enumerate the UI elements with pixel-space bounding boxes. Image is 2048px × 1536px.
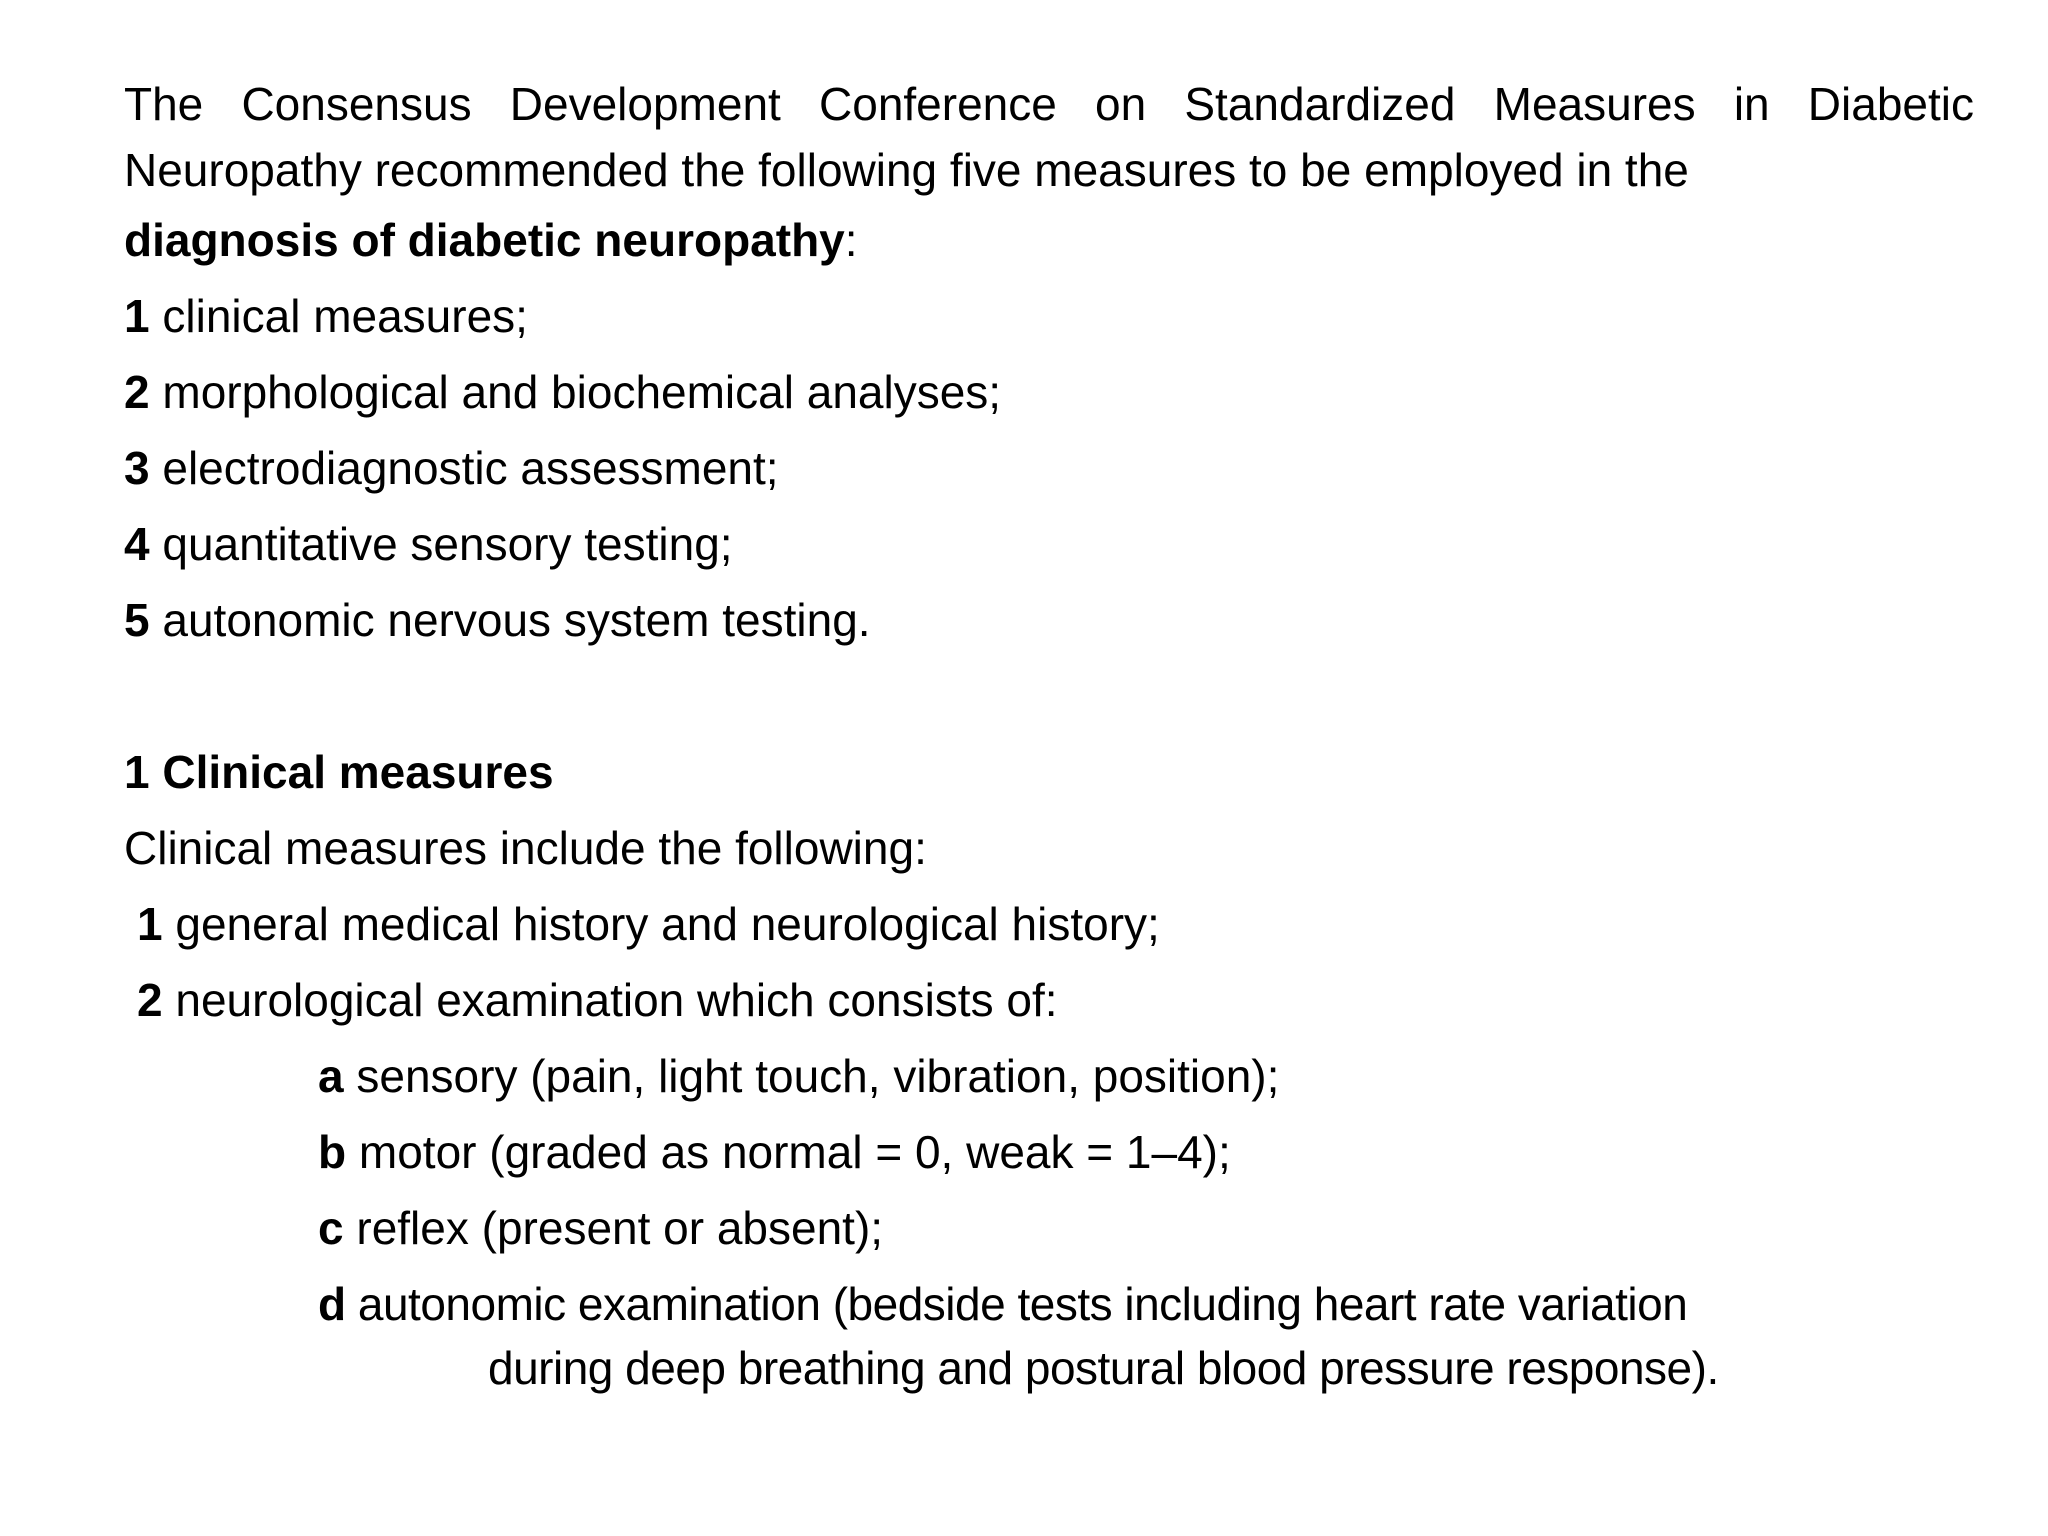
measure-text: quantitative sensory testing; <box>149 518 733 570</box>
clinical-item <box>137 896 1160 952</box>
diagnosis-heading-bold: diagnosis of diabetic neuropathy <box>124 214 845 266</box>
measure-text: clinical measures; <box>149 290 528 342</box>
exam-subitem-text: motor (graded as normal = 0, weak = 1–4); <box>346 1126 1231 1178</box>
clinical-item-text: neurological examination which consists of: <box>162 974 1058 1026</box>
section-title <box>124 744 554 800</box>
exam-subitem-letter: d <box>318 1278 346 1330</box>
intro-line-2: Neuropathy recommended the following five measures to be employed in the <box>124 144 1689 196</box>
clinical-item-number: 1 <box>137 898 163 950</box>
exam-subitem-letter: b <box>318 1126 347 1178</box>
exam-subitem-text: sensory (pain, light touch, vibration, position); <box>343 1050 1280 1102</box>
exam-subitem <box>318 1276 1687 1332</box>
section-intro: Clinical measures include the following: <box>124 822 927 874</box>
measure-item <box>124 440 779 496</box>
clinical-item <box>137 972 1058 1028</box>
exam-subitem <box>318 1048 1279 1104</box>
intro-paragraph <box>124 71 1974 203</box>
section-title-text: 1 Clinical measures <box>124 746 554 798</box>
measure-number: 2 <box>124 366 150 418</box>
clinical-item-text: general medical history and neurological history; <box>162 898 1160 950</box>
measure-text: electrodiagnostic assessment; <box>149 442 779 494</box>
diagnosis-heading-colon: : <box>844 214 858 266</box>
measure-item <box>124 516 733 572</box>
measure-item <box>124 592 871 648</box>
measure-item <box>124 288 528 344</box>
exam-subitem <box>318 1200 883 1256</box>
exam-subitem-letter: c <box>318 1202 344 1254</box>
measure-item <box>124 364 1001 420</box>
exam-subitem-text: autonomic examination (bedside tests including heart rate variation <box>345 1278 1688 1330</box>
measure-text: autonomic nervous system testing. <box>149 594 871 646</box>
measure-text: morphological and biochemical analyses; <box>149 366 1002 418</box>
diagnosis-heading <box>124 212 858 268</box>
intro-line-1: The Consensus Development Conference on Standardized Measures in Diabetic <box>124 78 1974 130</box>
measure-number: 4 <box>124 518 150 570</box>
measure-number: 3 <box>124 442 150 494</box>
exam-subitem-letter: a <box>318 1050 344 1102</box>
measure-number: 1 <box>124 290 150 342</box>
exam-subitem-text: reflex (present or absent); <box>343 1202 884 1254</box>
measure-number: 5 <box>124 594 150 646</box>
clinical-item-number: 2 <box>137 974 163 1026</box>
exam-subitem <box>318 1124 1231 1180</box>
exam-subitem-continuation: during deep breathing and postural blood pressure response). <box>488 1342 1719 1394</box>
